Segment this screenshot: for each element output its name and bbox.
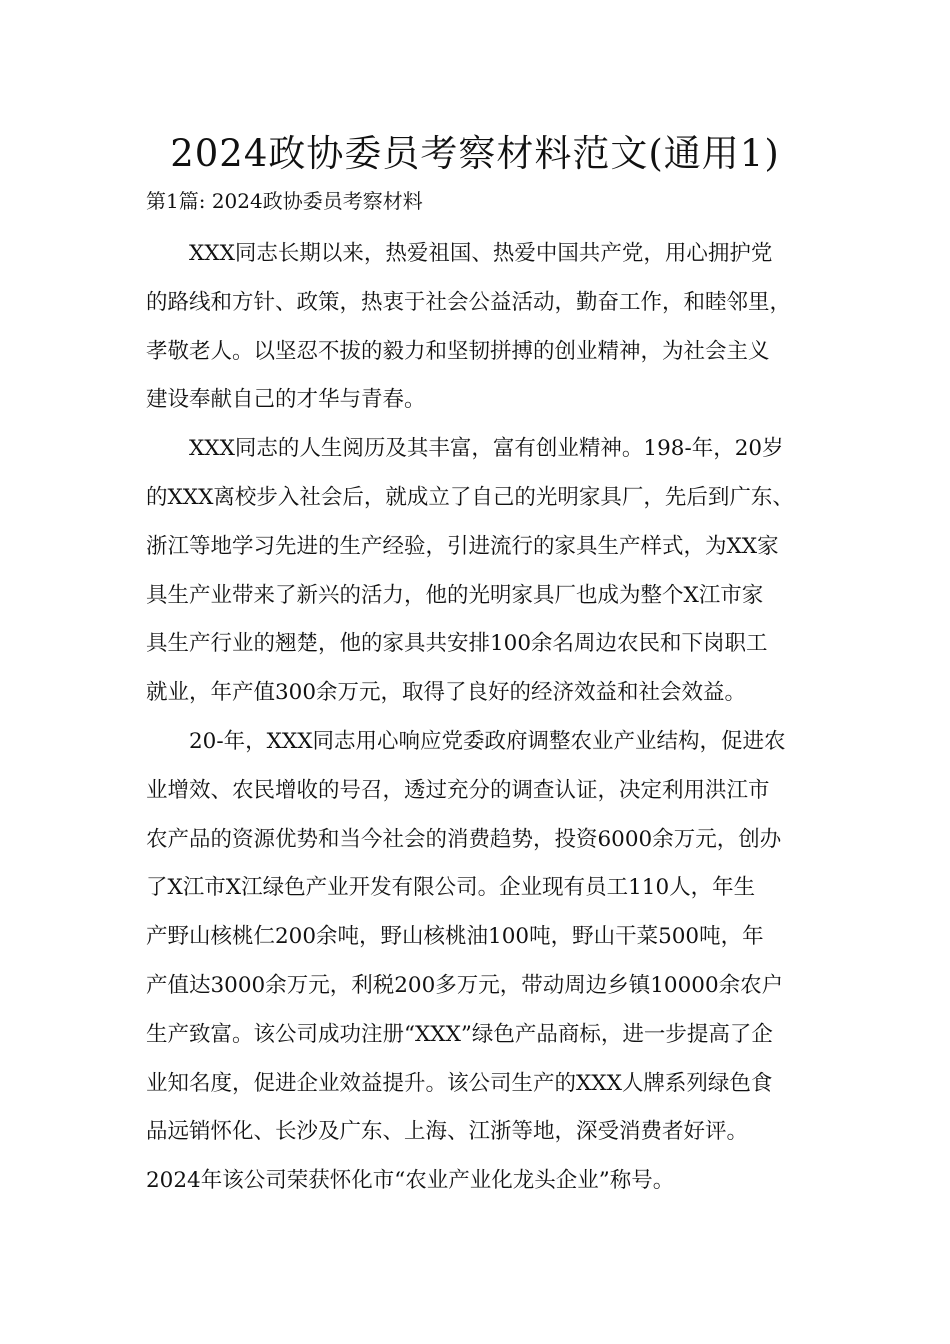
paragraph-1 [146, 230, 826, 425]
paragraph-line: 了X江市X江绿色产业开发有限公司。企业现有员工110人，年生 [146, 875, 756, 901]
paragraph-line: 业增效、农民增收的号召，透过充分的调查认证，决定利用洪江市 [146, 777, 770, 803]
paragraph-line: XXX同志长期以来，热爱祖国、热爱中国共产党，用心拥护党 [189, 241, 773, 266]
paragraph-line: 就业，年产值300余万元，取得了良好的经济效益和社会效益。 [146, 680, 747, 706]
document-body [146, 230, 826, 1206]
paragraph-3 [146, 718, 826, 1206]
paragraph-line: 的XXX离校步入社会后，就成立了自己的光明家具厂，先后到广东、 [146, 484, 794, 510]
document-title: 2024政协委员考察材料范文(通用1) [170, 132, 780, 175]
paragraph-line: 具生产业带来了新兴的活力，他的光明家具厂也成为整个X江市家 [146, 582, 764, 608]
paragraph-line: 浙江等地学习先进的生产经验，引进流行的家具生产样式，为XX家 [146, 533, 779, 559]
paragraph-line: 品远销怀化、长沙及广东、上海、江浙等地，深受消费者好评。 [146, 1119, 749, 1145]
paragraph-line: 孝敬老人。以坚忍不拔的毅力和坚韧拼搏的创业精神，为社会主义 [146, 338, 770, 364]
paragraph-2 [146, 425, 826, 718]
paragraph-line: 业知名度，促进企业效益提升。该公司生产的XXX人牌系列绿色食 [146, 1070, 773, 1096]
paragraph-line: 20-年，XXX同志用心响应党委政府调整农业产业结构，促进农 [189, 728, 786, 754]
paragraph-line: 农产品的资源优势和当今社会的消费趋势，投资6000余万元，创办 [146, 826, 782, 852]
paragraph-line: XXX同志的人生阅历及其丰富，富有创业精神。198-年，20岁 [189, 436, 784, 462]
paragraph-line: 产值达3000余万元，利税200多万元，带动周边乡镇10000余农户 [146, 972, 784, 998]
paragraph-line: 产野山核桃仁200余吨，野山核桃油100吨，野山干菜500吨，年 [146, 924, 764, 950]
paragraph-line: 具生产行业的翘楚，他的家具共安排100余名周边农民和下岗职工 [146, 631, 768, 657]
section-heading: 第1篇: 2024政协委员考察材料 [146, 189, 423, 213]
paragraph-line: 建设奉献自己的才华与青春。 [146, 387, 426, 413]
paragraph-line: 的路线和方针、政策，热衷于社会公益活动，勤奋工作，和睦邻里， [146, 289, 792, 315]
paragraph-line: 生产致富。该公司成功注册“XXX”绿色产品商标，进一步提高了企 [146, 1021, 773, 1047]
paragraph-line: 2024年该公司荣获怀化市“农业产业化龙头企业”称号。 [146, 1168, 675, 1194]
